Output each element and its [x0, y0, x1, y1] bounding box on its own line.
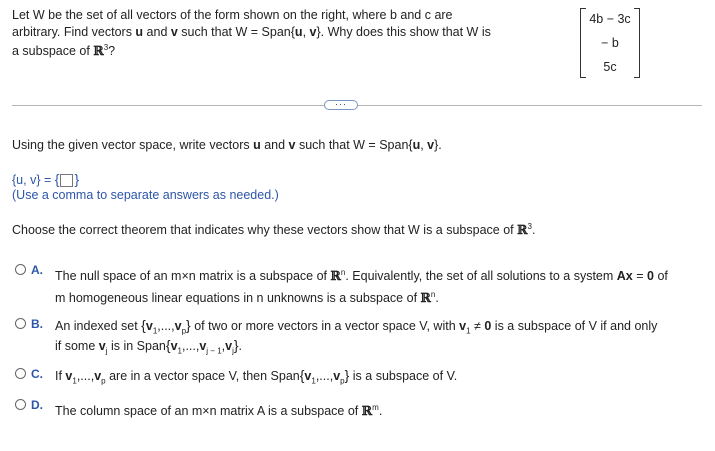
expand-more-button[interactable]: ···: [324, 100, 358, 110]
option-d-radio[interactable]: [15, 399, 26, 410]
option-c-radio[interactable]: [15, 368, 26, 379]
option-b-letter: B.: [31, 317, 43, 331]
matrix-entry-1: 4b − 3c: [589, 12, 631, 26]
vector-matrix: [580, 8, 640, 76]
open-brace: {: [54, 171, 60, 187]
question-line-2: arbitrary. Find vectors u and v such that W = Span{u, v}. Why does this show that W is: [12, 25, 491, 39]
matrix-entry-2: − b: [601, 36, 619, 50]
option-a-line-1[interactable]: The null space of an m×n matrix is a subspace of ℝ$^n$. Equivalently, the set of all solutions to a system Ax = 0 of: [55, 268, 668, 284]
option-c-text[interactable]: If $v_1,...,v_p$ are in a vector space V, then $Span\{v_1,...,v_p\}$ is a subspace of V.: [55, 367, 458, 386]
matrix-entry-3: 5c: [603, 60, 617, 74]
option-a-letter: A.: [31, 263, 43, 277]
answer-hint: (Use a comma to separate answers as needed.): [12, 188, 279, 202]
part-instruction: Using the given vector space, write vectors u and v such that W = Span{u, v}.: [12, 138, 442, 152]
option-a-line-2[interactable]: m homogeneous linear equations in n unknowns is a subspace of ℝ$^n$.: [55, 290, 439, 306]
answer-label: {u, v} =: [12, 173, 52, 187]
option-b-radio[interactable]: [15, 318, 26, 329]
option-a-radio[interactable]: [15, 264, 26, 275]
option-b-line-2[interactable]: if some $v_j$ is in $Span\{v_1,...,v_{j - 1},v_j\}$.: [55, 337, 243, 356]
option-c-letter: C.: [31, 367, 43, 381]
option-d-letter: D.: [31, 398, 43, 412]
question-line-1: Let W be the set of all vectors of the form shown on the right, where b and c are: [12, 8, 453, 22]
answer-input-box[interactable]: [60, 174, 73, 187]
choose-theorem-text: Choose the correct theorem that indicates why these vectors show that W is a subspace of ℝ$^3$.: [12, 222, 536, 238]
option-b-line-1[interactable]: An indexed set $\{v_1,...,v_p\}$ of two or more vectors in a vector space V, with $v_1 \ne 0$ is a subspace of V if and only: [55, 317, 658, 336]
close-brace: }: [74, 171, 80, 187]
answer-row: [12, 171, 79, 187]
option-d-text[interactable]: The column space of an m×n matrix A is a subspace of ℝ$^m$.: [55, 403, 383, 419]
question-line-3: a subspace of ℝ$^3$?: [12, 43, 116, 59]
